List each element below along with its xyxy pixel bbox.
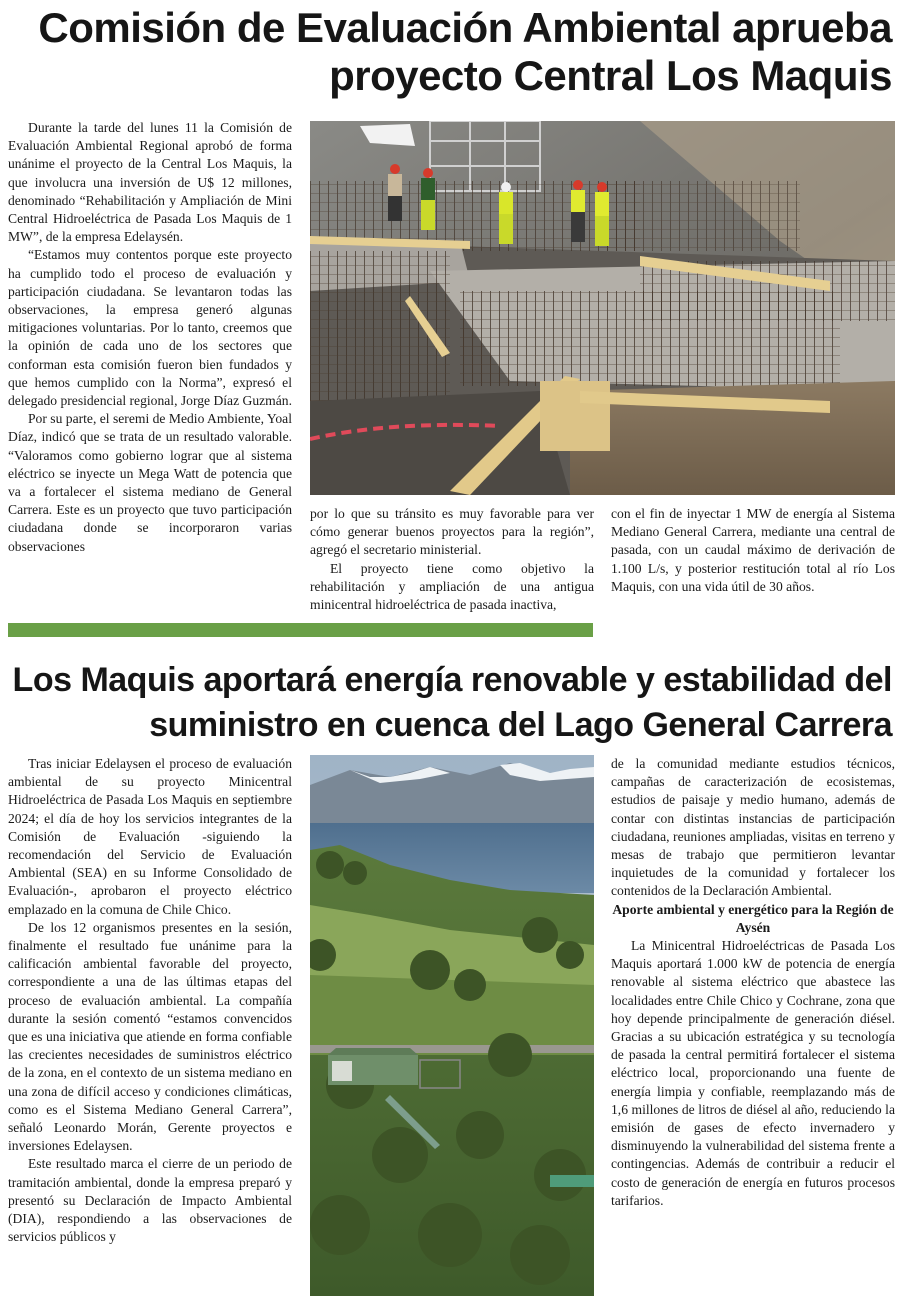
paragraph-continued: de la comunidad mediante estudios técnicos, campañas de caracterización de ecosistemas, estudios de paisaje y medio humano, además de contar con distintas instancias de participación ciudadana, reuniones ampliadas, visitas en terreno y mesas de trabajo que permitieron levantar inquietudes de la comunidad y fortalecer los contenidos de la Declaración Ambiental. (611, 756, 895, 899)
paragraph-continued: con el fin de inyectar 1 MW de energía al Sistema Mediano General Carrera, mediante una central de pasada, con un caudal máximo de derivación de 1.100 L/s, y posterior restitución total al río Los Maquis, con una vida útil de 30 años. (611, 506, 895, 594)
paragraph-continued: por lo que su tránsito es muy favorable para ver cómo generar buenos proyectos para la región”, agregó el secretario ministerial. (310, 506, 594, 558)
article2-headline-line1: Los Maquis aportará energía renovable y estabilidad del (12, 661, 892, 699)
article2-column-3 (611, 755, 895, 1210)
article1-column-1 (8, 119, 292, 556)
paragraph: La Minicentral Hidroeléctricas de Pasada Los Maquis aportará 1.000 kW de potencia de energía renovable al sistema eléctrico que abastece las localidades entre Chile Chico y Cochrane, zona que hoy depende principalmente de generación diésel. Gracias a su ubicación estratégica y su tecnología de pasada la central permitirá fortalecer el sistema eléctrico local, proporcionando una fuente de energía limpia y confiable, reemplazando más de 1,6 millones de litros de diésel al año, reduciendo la emisión de gases de efecto invernadero y disminuyendo la vulnerabilidad del sistema frente a contingencias. Además de contribuir a reducir el costo de generación de energía en futuros procesos tarifarios. (611, 938, 895, 1208)
article2-headline (2, 658, 892, 748)
article1-column-2 (310, 505, 594, 614)
subheading: Aporte ambiental y energético para la Región de Aysén (612, 901, 894, 935)
article2-headline-line2: suministro en cuenca del Lago General Carrera (149, 706, 892, 744)
paragraph: Por su parte, el seremi de Medio Ambiente, Yoal Díaz, indicó que se trata de un resultado valorable. “Valoramos como gobierno lograr que al sistema eléctrico se inyecte un Mega Watt de potencia que va a fortalecer el sistema mediano de General Carrera. Este es un proyecto que tuvo participación ciudadana donde se incorporaron varias observaciones (8, 411, 292, 554)
article1-headline (2, 4, 892, 100)
paragraph: De los 12 organismos presentes en la sesión, finalmente el resultado fue unánime para la calificación ambiental favorable del proyecto, correspondiente a una de las últimas etapas del proceso de evaluación ambiental. La compañía durante la sesión comentó “estamos convencidos que es una iniciativa que atiende en forma confiable las crecientes necesidades de suministros eléctrico de la zona, en el contexto de un sistema mediano en una zona de difícil acceso y condiciones climáticas, como es el Sistema Mediano General Carrera”, señaló Leonardo Morán, Gerente proyectos e inversiones Edelaysen. (8, 919, 292, 1154)
lake-landscape-photo (310, 755, 594, 1296)
paragraph: El proyecto tiene como objetivo la rehabilitación y ampliación de una antigua minicentral hidroeléctrica de pasada inactiva, (310, 560, 594, 613)
paragraph: Este resultado marca el cierre de un periodo de tramitación ambiental, donde la empresa preparó y presentó su Declaración de Impacto Ambiental (DIA), respondiendo a las observaciones de servicios públicos y (8, 1156, 292, 1245)
article1-headline-line1: Comisión de Evaluación Ambiental aprueba (38, 4, 892, 51)
paragraph: “Estamos muy contentos porque este proyecto ha cumplido todo el proceso de evaluación y participación ciudadana. Se levantaron todas las observaciones, la empresa generó algunas mitigaciones voluntarias. Por lo tanto, creemos que la opinión de cada uno de los sectores que conforman esta comisión fueron bien fundados y que hemos cumplido con la Norma”, expresó el delegado presidencial regional, Jorge Díaz Guzmán. (8, 247, 292, 409)
paragraph: Tras iniciar Edelaysen el proceso de evaluación ambiental de su proyecto Minicentral Hidroeléctrica de Pasada Los Maquis en septiembre 2024; el día de hoy los servicios integrantes de la Comisión de Evaluación -siguiendo la recomendación del Servicio de Evaluación Ambiental (SEA) en su Informe Consolidado de Evaluación-, aprobaron el proyecto eléctrico emplazado en la comuna de Chile Chico. (8, 756, 292, 917)
article1-headline-line2: proyecto Central Los Maquis (329, 52, 892, 99)
section-divider (8, 623, 593, 637)
article1-column-3 (611, 505, 895, 596)
construction-site-photo (310, 121, 895, 495)
paragraph: Durante la tarde del lunes 11 la Comisión de Evaluación Ambiental Regional aprobó de forma unánime el proyecto de la Central Los Maquis, la que involucra una inversión de U$ 12 millones, denominado “Rehabilitación y Ampliación de Mini Central Hidroeléctrica de Pasada Los Maquis de 1 MW”, de la empresa Edelaysén. (8, 120, 292, 245)
article2-column-1 (8, 755, 292, 1246)
